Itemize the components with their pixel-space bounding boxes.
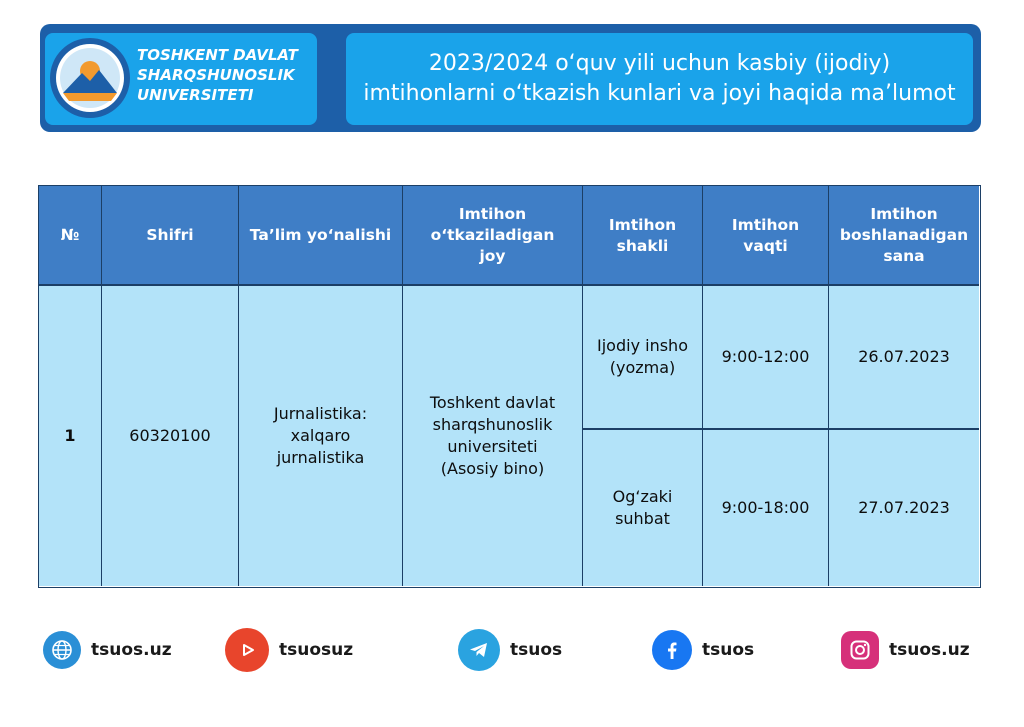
youtube-label: tsuosuz <box>279 640 354 660</box>
instagram-link[interactable] <box>841 630 970 670</box>
telegram-link[interactable] <box>458 630 562 670</box>
globe-icon <box>43 631 81 669</box>
telegram-label: tsuos <box>510 640 563 660</box>
university-name-line-1: TOSHKENT DAVLAT <box>137 46 298 64</box>
page-title-line-1: 2023/2024 o‘quv yili uchun kasbiy (ijodiy) <box>428 51 891 76</box>
instagram-label: tsuos.uz <box>889 640 970 660</box>
exam-date-1: 26.07.2023 <box>829 285 979 428</box>
header-start-date: Imtihon boshlanadigan sana <box>829 186 979 285</box>
exam-form-1: Ijodiy insho (yozma) <box>583 285 703 428</box>
exam-time-1: 9:00-12:00 <box>703 285 829 428</box>
website-label: tsuos.uz <box>91 640 172 660</box>
youtube-icon <box>225 628 269 672</box>
exam-row-divider <box>583 428 979 430</box>
exam-time-2: 9:00-18:00 <box>703 429 829 586</box>
page-title <box>346 33 973 125</box>
instagram-icon <box>841 631 879 669</box>
header-direction: Ta’lim yo‘nalishi <box>239 186 403 285</box>
exam-schedule-table <box>38 185 981 588</box>
university-name-line-3: UNIVERSITETI <box>137 86 254 104</box>
header-divider <box>39 284 979 286</box>
facebook-icon <box>652 630 692 670</box>
header-number: № <box>39 186 102 285</box>
row-number: 1 <box>39 285 102 586</box>
university-logo <box>49 37 131 119</box>
header-time: Imtihon vaqti <box>703 186 829 285</box>
page-title-line-2: imtihonlarni o‘tkazish kunlari va joyi haqida ma’lumot <box>363 81 956 106</box>
header-code: Shifri <box>102 186 239 285</box>
row-direction: Jurnalistika: xalqaro jurnalistika <box>239 285 403 586</box>
exam-form-2: Og‘zaki suhbat <box>583 429 703 586</box>
header-place: Imtihon o‘tkaziladigan joy <box>403 186 583 285</box>
row-place: Toshkent davlat sharqshunoslik universiteti (Asosiy bino) <box>403 285 583 586</box>
facebook-label: tsuos <box>702 640 755 660</box>
telegram-icon <box>458 629 500 671</box>
exam-date-2: 27.07.2023 <box>829 429 979 586</box>
header-form: Imtihon shakli <box>583 186 703 285</box>
row-code: 60320100 <box>102 285 239 586</box>
youtube-link[interactable] <box>225 630 353 670</box>
university-name-line-2: SHARQSHUNOSLIK <box>137 66 295 84</box>
facebook-link[interactable] <box>652 630 754 670</box>
website-link[interactable] <box>43 630 172 670</box>
university-name <box>137 45 317 105</box>
